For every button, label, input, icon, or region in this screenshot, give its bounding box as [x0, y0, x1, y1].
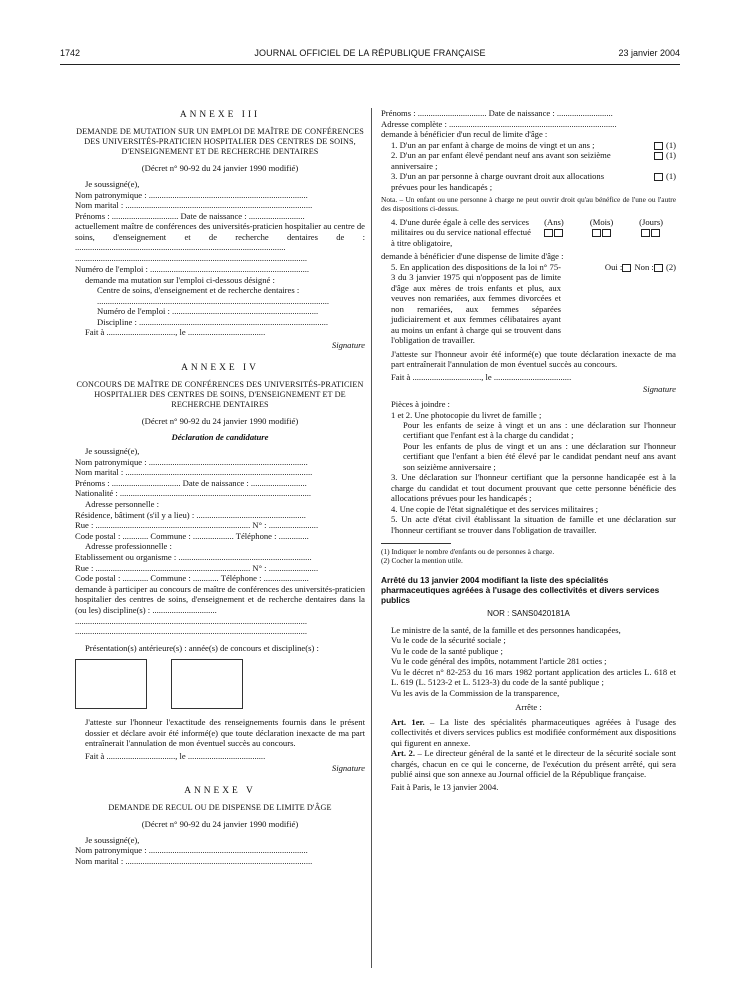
vu-5: Vu les avis de la Commission de la transparence,: [391, 687, 560, 698]
nota-text: Nota. – Un enfant ou une personne à charge ne peut ouvrir droit qu'au bénéfice de l'une ou l'autre des dispositions ci-dessus.: [381, 195, 676, 214]
signature-label: Signature: [642, 384, 676, 395]
prenoms-field: Prénoms : ............................... Date de naissance : ..........................: [75, 210, 305, 221]
article-2-text: – Le directeur général de la santé et le directeur de la sécurité sociale sont chargés, chacun en ce qui le concerne, de l'exécution du présent arrêté, qui sera publié ainsi que son annexe au Journal officiel de la République française.: [391, 748, 677, 779]
article-1-label: Art. 1er.: [391, 716, 425, 727]
article-1: [381, 717, 676, 748]
vu-2: Vu le code de la santé publique ;: [391, 645, 503, 656]
demande-mutation: demande ma mutation sur l'emploi ci-dessous désigné :: [85, 274, 275, 285]
signature-label: Signature: [331, 763, 365, 774]
checkbox[interactable]: [654, 173, 663, 181]
recul-item-4: [381, 217, 676, 248]
nom-patronymique-field: Nom patronymique : ..........................................................................: [75, 189, 308, 200]
piece-4: 4. Une copie de l'état signalétique et des services militaires ;: [391, 503, 599, 514]
recul-item-3: [381, 171, 676, 192]
page-header: [60, 48, 680, 62]
photo-box: [171, 659, 243, 709]
residence-field: Résidence, bâtiment (s'il y a lieu) : ...................................................: [75, 509, 306, 520]
nom-marital-field: Nom marital : .......................................................................................: [75, 200, 313, 211]
jours-box[interactable]: [651, 229, 660, 237]
note-mark: (1): [665, 150, 676, 161]
arrete-label: Arrête :: [515, 702, 542, 713]
article-2: [381, 748, 676, 779]
annexe-v-decret: (Décret n° 90-92 du 24 janvier 1990 modifié): [141, 819, 299, 830]
oui-checkbox[interactable]: [622, 264, 631, 272]
annexe-v-heading: DEMANDE DE RECUL OU DE DISPENSE DE LIMITE D'ÂGE: [108, 803, 332, 813]
code-postal-field: Code postal : ............ Commune : ................... Téléphone : ..............: [75, 530, 309, 541]
photo-box: [75, 659, 147, 709]
left-column: [75, 108, 365, 867]
adresse-professionnelle-label: Adresse professionnelle :: [85, 541, 172, 552]
declaration-title: Déclaration de candidature: [171, 431, 269, 442]
nom-patronymique-field: Nom patronymique : ..........................................................................: [75, 456, 308, 467]
etablissement-field: Etablissement ou organisme : ..............................................................: [75, 551, 312, 562]
rue-field: Rue : ........................................................................ N° : .......................: [75, 562, 319, 573]
vu-4: Vu le décret n° 82-253 du 16 mars 1982 portant application des articles L. 618 et L. 619 (L. 5123-2 et L. 5123-3) du code de la santé publique ;: [391, 666, 676, 688]
soussigne: Je soussigné(e),: [85, 446, 140, 456]
mois-label: (Mois): [589, 216, 614, 227]
issue-date: 23 janvier 2004: [618, 48, 680, 58]
fait-a-line: Fait à ................................, le ....................................: [85, 327, 266, 338]
adresse-personnelle-label: Adresse personnelle :: [85, 498, 159, 509]
vu-3: Vu le code général des impôts, notamment l'article 281 octies ;: [391, 656, 607, 667]
annexe-iv-decret: (Décret n° 90-92 du 24 janvier 1990 modifié): [141, 416, 299, 427]
numero-emploi-field: Numéro de l'emploi : ..........................................................................: [75, 263, 310, 274]
note-mark: (1): [665, 139, 676, 150]
recul-item-1: [381, 140, 676, 150]
demande-participer: demande à participer au concours de maître de conférences des universités-praticien hospitalier des centres de soins, d'enseignement et de recherche dentaires dans la (ou les) discipline(s) : ..............................: [75, 583, 365, 615]
ans-box[interactable]: [554, 229, 563, 237]
annexe-iii-decret: (Décret n° 90-92 du 24 janvier 1990 modifié): [141, 163, 299, 174]
piece-3: 3. Une déclaration sur l'honneur certifiant que la personne handicapée est à la charge du candidat et tout document prouvant que cette personne bénéficie des allocations prévues pour les handicapés ;: [391, 472, 676, 504]
checkbox[interactable]: [654, 142, 663, 150]
demande-recul: demande à bénéficier d'un recul de limite d'âge :: [381, 129, 548, 140]
footnote-2: (2) Cocher la mention utile.: [381, 556, 463, 566]
piece-1-2-b: Pour les enfants de plus de vingt et un ans : une déclaration sur l'honneur certifiant que l'enfant a bien été élevé par le candidat pendant neuf ans avant son seizième anniversaire ;: [403, 440, 676, 472]
fait-a-line: Fait à ................................, le ....................................: [85, 750, 266, 761]
recul-item-text: 2. D'un an par enfant élevé pendant neuf ans avant son seizième anniversaire ;: [391, 150, 611, 171]
demande-dispense: demande à bénéficier d'une dispense de limite d'âge :: [381, 251, 564, 262]
ans-box[interactable]: [544, 229, 553, 237]
soussigne: Je soussigné(e),: [85, 834, 140, 845]
note-mark: (1): [665, 171, 676, 182]
footnote-1: (1) Indiquer le nombre d'enfants ou de personnes à charge.: [381, 547, 555, 557]
dots-line: ............................................................................................................: [75, 253, 308, 264]
centre-soins: Centre de soins, d'enseignement et de recherche dentaires :: [97, 285, 300, 296]
mois-box[interactable]: [592, 229, 601, 237]
dots-line: ............................................................................................................: [97, 295, 330, 306]
nationalite-field: Nationalité : .........................................................................................: [75, 488, 312, 499]
column-separator: [371, 108, 372, 968]
actuellement-text: actuellement maître de conférences des universités-praticien hospitalier au centre de soins, d'enseignement et de recherche dentaires de : ..................................................................................................: [75, 221, 365, 253]
dispense-item-5: [381, 262, 676, 346]
recul-item-2: [381, 150, 676, 171]
recul-item-text: 4. D'une durée égale à celle des services militaires ou du service national effectué à titre obligatoire,: [391, 216, 531, 248]
nor-reference: NOR : SANS0420181A: [487, 608, 570, 618]
code-postal-field: Code postal : ............ Commune : ............ Téléphone : .....................: [75, 573, 309, 584]
jours-label: (Jours): [639, 216, 664, 227]
non-label: Non :: [634, 262, 654, 272]
article-2-label: Art. 2.: [391, 748, 415, 759]
rue-field: Rue : ........................................................................ N° : .......................: [75, 520, 319, 531]
pieces-label: Pièces à joindre :: [391, 398, 450, 409]
recul-item-text: 1. D'un an par enfant à charge de moins de vingt et un ans ;: [391, 139, 595, 150]
arrete-title: Arrêté du 13 janvier 2004 modifiant la liste des spécialités pharmaceutiques agréées à l'usage des collectivités et divers services publics: [381, 575, 660, 605]
fait-a-line: Fait à ................................, le ....................................: [391, 371, 572, 382]
header-rule: [60, 64, 680, 65]
annexe-iv-title: ANNEXE IV: [181, 362, 259, 373]
signature-label: Signature: [331, 340, 365, 351]
dots-line: ............................................................................................................: [75, 615, 308, 626]
nom-patronymique-field: Nom patronymique : ..........................................................................: [75, 845, 308, 856]
non-checkbox[interactable]: [654, 264, 663, 272]
prenoms-field: Prénoms : ................................ Date de naissance : ..........................: [75, 477, 307, 488]
discipline-field: Discipline : ........................................................................................: [97, 316, 329, 327]
article-1-text: – La liste des spécialités pharmaceutiques agréées à l'usage des collectivités et divers services publics est modifiée conformément aux dispositions qui figurent en annexe.: [391, 716, 677, 748]
adresse-field: Adresse complète : ..............................................................................: [381, 118, 617, 129]
piece-5: 5. Un acte d'état civil établissant la situation de famille et une déclaration sur l'honneur certifiant se trouver dans l'obligation de travailler.: [391, 514, 676, 535]
annexe-v-title: ANNEXE V: [184, 785, 256, 796]
piece-1-2: 1 et 2. Une photocopie du livret de famille ;: [391, 409, 542, 420]
dots-line: ............................................................................................................: [75, 626, 308, 637]
annexe-iii-title: ANNEXE III: [179, 110, 261, 120]
photo-boxes: [75, 659, 365, 709]
checkbox[interactable]: [654, 152, 663, 160]
footnote-rule: [381, 543, 451, 544]
prenoms-field: Prénoms : ................................ Date de naissance : ..........................: [381, 108, 613, 118]
journal-title: JOURNAL OFFICIEL DE LA RÉPUBLIQUE FRANÇAISE: [254, 48, 486, 58]
presentation-anterieure: Présentation(s) antérieure(s) : année(s) de concours et discipline(s) :: [85, 642, 319, 653]
atteste-text: J'atteste sur l'honneur l'exactitude des renseignements fournis dans le présent dossier et déclare avoir été informé(e) que toute déclaration inexacte de ma part entraînerait l'annulation de mon éventuel succès au concours.: [85, 717, 365, 749]
fait-a-paris: Fait à Paris, le 13 janvier 2004.: [391, 782, 499, 793]
annexe-iv-heading: CONCOURS DE MAÎTRE DE CONFÉRENCES DES UNIVERSITÉS-PRATICIEN HOSPITALIER DES CENTRES DE SOINS, D'ENSEIGNEMENT ET DE RECHERCHE DENTAIRES: [76, 380, 364, 410]
mois-box[interactable]: [602, 229, 611, 237]
piece-1-2-a: Pour les enfants de seize à vingt et un ans : une déclaration sur l'honneur certifiant que l'enfant est à la charge du candidat ;: [403, 420, 676, 441]
annexe-iii-heading: DEMANDE DE MUTATION SUR UN EMPLOI DE MAÎTRE DE CONFÉRENCES DES UNIVERSITÉS-PRATICIEN HOSPITALIER DES CENTRES DE SOINS, D'ENSEIGNEMENT ET DE RECHERCHE DENTAIRES: [76, 127, 364, 157]
ministre-text: Le ministre de la santé, de la famille et des personnes handicapées,: [391, 624, 621, 635]
nom-marital-field: Nom marital : .......................................................................................: [75, 856, 313, 867]
atteste-text: J'atteste sur l'honneur avoir été informé(e) que toute déclaration inexacte de ma part entraînerait l'annulation de mon éventuel succès au concours.: [391, 348, 676, 370]
note-mark: (2): [665, 262, 676, 272]
oui-label: Oui :: [604, 262, 623, 272]
nom-marital-field: Nom marital : .......................................................................................: [75, 467, 313, 478]
soussigne: Je soussigné(e),: [85, 178, 140, 189]
page-number: 1742: [60, 48, 81, 58]
ans-label: (Ans): [544, 216, 564, 227]
recul-item-text: 3. D'un an par personne à charge ouvrant droit aux allocations prévues pour les handicapés ;: [391, 171, 605, 192]
jours-box[interactable]: [641, 229, 650, 237]
numero-emploi-field: Numéro de l'emploi : ....................................................................: [97, 306, 319, 317]
dispense-item-text: 5. En application des dispositions de la loi n° 75-3 du 3 janvier 1975 qui n'opposent pas de limite d'âge aux mères de trois enfants et plus, aux veuves non remariées, aux femmes divorcées et non remariées, aux femmes séparées judiciairement et aux femmes célibataires ayant au moins un enfant à charge qui se trouvent dans l'obligation de travailler.: [391, 262, 561, 346]
right-column: [381, 108, 676, 793]
vu-1: Vu le code de la sécurité sociale ;: [391, 635, 506, 646]
